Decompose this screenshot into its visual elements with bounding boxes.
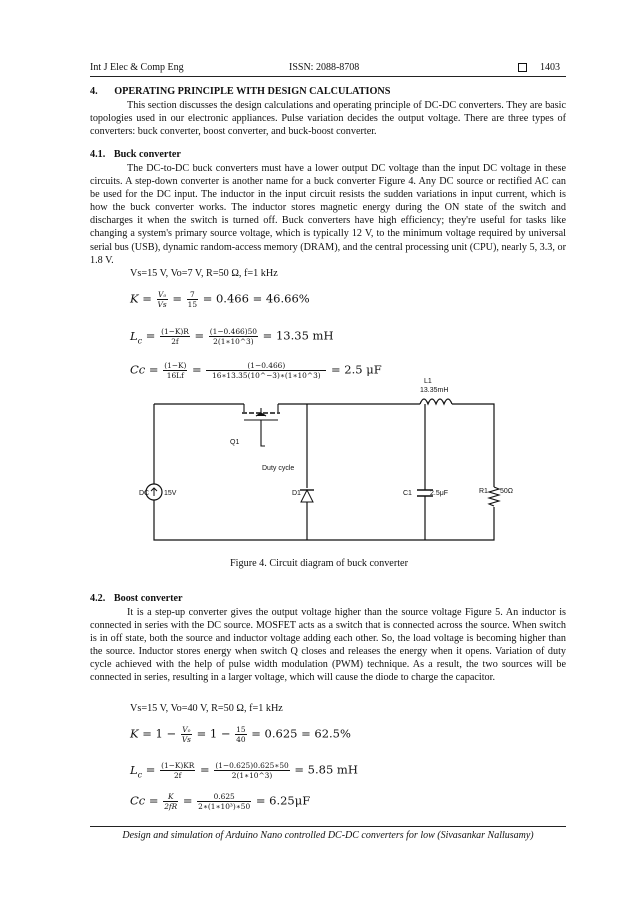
- section-title: Buck converter: [113, 149, 181, 160]
- section-4-1-paragraph: The DC-to-DC buck converters must have a lower output DC voltage than the input DC voltage in these circuits. A step-down converter is another name for a buck converter Figure 4. Any DC source or rectified AC can be used for the DC input. The inductor in the input circuit resists the sudden variations in input current, which is how the buck converter works. The inductor stores magnetic energy during the ON state of the switch and discharges it when the switch is turned off. Buck converters have high efficiency; they're useful for tasks like changing a system's primary source voltage, which is typically 12 V, to the minimum voltage required by universal serial bus (USB), dynamic random-access memory (DRAM), and the central processing unit (CPU), nearly 5, 3.3, or 1.8 V.: [90, 163, 566, 266]
- q1-label: Q1: [230, 439, 240, 446]
- boost-c-equation: Cc = $\frac{K}{2fR}$ = $\frac{0.625}{\text{2∗(1∗10³)∗50}}$ = 6.25μF: [130, 792, 311, 811]
- c1-label: C1: [403, 490, 412, 497]
- eq-den: 2∗(1∗10³)∗50: [198, 802, 251, 811]
- c1-value-label: 2.5μF: [430, 490, 449, 497]
- section-number: 4.2.: [90, 593, 106, 604]
- section-4-2-paragraph: It is a step-up converter gives the output voltage higher than the source voltage Figure 5. An inductor is connected in series with the DC source. MOSFET acts as a switch that is connected across the source. When switch is in off state, both the source and inductor voltage adding each other. So, the load voltage is becoming higher than the source. Inductor stores energy when switch Q closes and releases the energy when it opens. Variation of duty cycle achieved with the help of pulse width modulation (PWM) technique. As a result, the two sources will be connected in series, resulting in a larger voltage, which will cause the diode to charge the capacitor.: [90, 607, 566, 684]
- eq-num: (1−K)KR: [161, 761, 195, 770]
- dc-value-label: 15V: [164, 490, 177, 497]
- issn: ISSN: 2088-8708: [289, 62, 360, 73]
- section-4-2-heading: [90, 593, 183, 604]
- eq-den: 2fR: [164, 802, 178, 811]
- footer-rule: [90, 826, 566, 827]
- eq-result: = 13.35 mH: [262, 328, 334, 343]
- r1-label: R1: [479, 488, 488, 495]
- dc-label: DC: [139, 490, 150, 497]
- section-number: 4.1.: [90, 149, 106, 160]
- eq-num: (1−0.466)50: [209, 327, 258, 336]
- eq-den: 15: [187, 300, 198, 309]
- boost-params: Vs=15 V, Vo=40 V, R=50 Ω, f=1 kHz: [130, 703, 283, 714]
- eq-num: (1−0.625)0.625∗50: [215, 761, 289, 770]
- eq-den: 16∗13.35(10^−3)∗(1∗10^3): [212, 371, 321, 380]
- boost-l-equation: $L_c$ = $\frac{(1-K)KR}{2f}$ = $\frac{(1-0.625)0.625∗50}{2(1∗10\^{}3)}$ = 5.85 mH: [130, 761, 358, 780]
- eq-num: 7: [187, 290, 198, 300]
- d1-label: D1: [292, 490, 301, 497]
- eq-num: 15: [236, 725, 246, 734]
- figure-4-caption: Figure 4. Circuit diagram of buck converter: [230, 558, 408, 569]
- eq-num: (1−K): [164, 361, 187, 370]
- mosfet-q1: [242, 404, 280, 446]
- buck-c-equation: Cc = $\frac{(1-K)}{16Lf}$ = $\frac{(1-0.466)}{16∗13.35(10\^{}-3)∗(1∗10\^{}3)}$ = 2.5 μF: [130, 361, 382, 380]
- r1-value-label: 50Ω: [500, 488, 514, 495]
- eq-den: Vs: [181, 735, 191, 744]
- eq-den: 40: [236, 735, 246, 744]
- buck-k-equation: K = $\frac{\text{Vₒ}}{Vs}$ = $\frac{7}{15}$ = 0.466 = 46.66%: [130, 290, 310, 309]
- buck-params: Vs=15 V, Vo=7 V, R=50 Ω, f=1 kHz: [130, 268, 278, 279]
- inductor-l1: [420, 399, 452, 404]
- boost-k-equation: K = 1 − $\frac{\text{Vₒ}}{Vs}$ = 1 − $\frac{15}{40}$ = 0.625 = 62.5%: [130, 725, 351, 744]
- eq-den: 2(1∗10^3): [213, 337, 254, 346]
- duty-cycle-label: Duty cycle: [262, 465, 295, 472]
- journal-name: Int J Elec & Comp Eng: [90, 62, 184, 73]
- eq-num: 0.625: [197, 792, 251, 802]
- eq-den: 16Lf: [166, 371, 184, 380]
- eq-result: = 5.85 mH: [294, 762, 358, 777]
- section-4-paragraph: This section discusses the design calculations and operating principle of DC-DC converters. They are basic topologies used in our electronic appliances. Pulse variation decides the output voltage. There are three types of converters: buck converter, boost converter, and buck-boost converter.: [90, 100, 566, 138]
- section-number: 4.: [90, 86, 98, 97]
- eq-num: (1−0.466): [206, 361, 326, 371]
- eq-result: = 2.5 μF: [331, 362, 382, 377]
- l1-name-label: L1: [424, 378, 432, 385]
- resistor-r1: [489, 487, 499, 506]
- eq-den: 2(1∗10^3): [231, 771, 273, 780]
- eq-den: 2f: [173, 771, 182, 780]
- buck-l-equation: $L_c$ = $\frac{(1-K)R}{2f}$ = $\frac{(1-0.466)50}{2(1∗10\^{}3)}$ = 13.35 mH: [130, 327, 334, 346]
- page-number: 1403: [540, 62, 560, 73]
- footer-citation: Design and simulation of Arduino Nano controlled DC-DC converters for low (Sivasankar Nallusamy): [122, 830, 534, 841]
- eq-result: = 0.625 = 62.5%: [251, 726, 351, 741]
- l1-value-label: 13.35mH: [420, 387, 449, 394]
- diode-d1: [300, 490, 314, 502]
- eq-num: K: [163, 792, 178, 802]
- eq-den: Vs: [157, 300, 167, 309]
- eq-den: 2f: [171, 337, 179, 346]
- section-title: Boost converter: [113, 593, 183, 604]
- wire: [452, 404, 494, 487]
- wire: [154, 500, 494, 540]
- eq-result: = 6.25μF: [255, 793, 311, 808]
- eq-num: Vₒ: [158, 290, 167, 299]
- eq-num: (1−K)R: [161, 327, 189, 336]
- eq-result: = 0.466 = 46.66%: [202, 291, 310, 306]
- section-title: OPERATING PRINCIPLE WITH DESIGN CALCULATIONS: [114, 86, 391, 97]
- eq-num: Vₒ: [182, 725, 191, 734]
